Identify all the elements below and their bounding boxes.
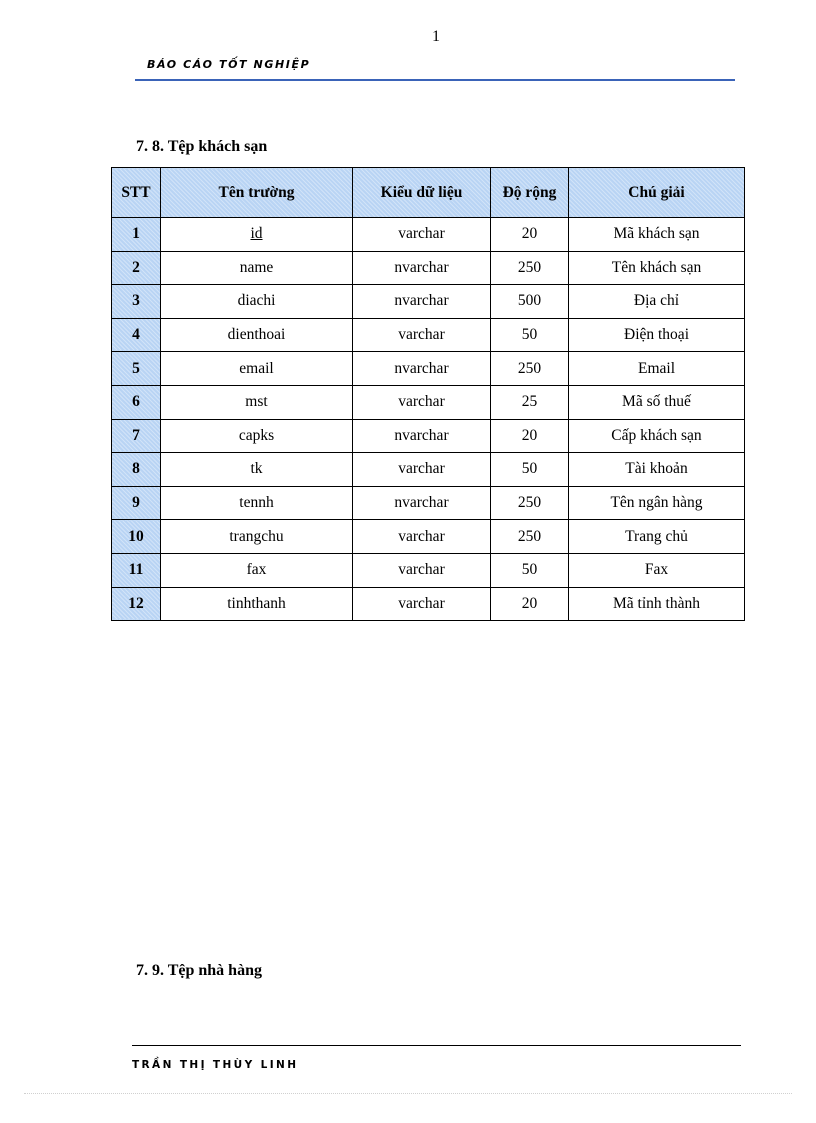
header-width: Độ rộng xyxy=(491,168,569,218)
cell-description: Mã khách sạn xyxy=(569,218,745,252)
cell-description: Tài khoản xyxy=(569,453,745,487)
header-stt: STT xyxy=(112,168,161,218)
cell-data-type: varchar xyxy=(353,453,491,487)
cell-description: Tên ngân hàng xyxy=(569,486,745,520)
footer-author: TRẦN THỊ THÙY LINH xyxy=(132,1059,299,1071)
cell-description: Điện thoại xyxy=(569,318,745,352)
cell-data-type: nvarchar xyxy=(353,352,491,386)
cell-stt: 4 xyxy=(112,318,161,352)
table-row xyxy=(112,419,745,453)
cell-width: 50 xyxy=(491,318,569,352)
header-rule xyxy=(135,79,735,81)
header-title: BÁO CÁO TỐT NGHIỆP xyxy=(147,58,311,71)
cell-description: Mã tỉnh thành xyxy=(569,587,745,621)
header-field-name: Tên trường xyxy=(161,168,353,218)
cell-field-name: mst xyxy=(161,385,353,419)
cell-field-name: email xyxy=(161,352,353,386)
cell-field-name: trangchu xyxy=(161,520,353,554)
cell-width: 50 xyxy=(491,553,569,587)
cell-data-type: varchar xyxy=(353,520,491,554)
table-row xyxy=(112,318,745,352)
cell-width: 20 xyxy=(491,419,569,453)
footer-rule xyxy=(132,1045,741,1046)
cell-stt: 2 xyxy=(112,251,161,285)
cell-data-type: varchar xyxy=(353,385,491,419)
table-row xyxy=(112,251,745,285)
cell-width: 25 xyxy=(491,385,569,419)
table-row xyxy=(112,486,745,520)
cell-data-type: nvarchar xyxy=(353,419,491,453)
cell-width: 250 xyxy=(491,486,569,520)
table-row xyxy=(112,385,745,419)
table-row xyxy=(112,218,745,252)
cell-data-type: varchar xyxy=(353,587,491,621)
cell-field-name: diachi xyxy=(161,285,353,319)
cell-data-type: varchar xyxy=(353,218,491,252)
section-title-hotel: 7. 8. Tệp khách sạn xyxy=(136,138,268,155)
table-row xyxy=(112,553,745,587)
cell-stt: 8 xyxy=(112,453,161,487)
cell-data-type: varchar xyxy=(353,318,491,352)
cell-stt: 12 xyxy=(112,587,161,621)
cell-stt: 5 xyxy=(112,352,161,386)
cell-stt: 11 xyxy=(112,553,161,587)
cell-field-name: tinhthanh xyxy=(161,587,353,621)
cell-field-name: capks xyxy=(161,419,353,453)
cell-width: 250 xyxy=(491,520,569,554)
cell-stt: 9 xyxy=(112,486,161,520)
cell-width: 20 xyxy=(491,218,569,252)
cell-field-name: tennh xyxy=(161,486,353,520)
cell-description: Trang chủ xyxy=(569,520,745,554)
cell-description: Cấp khách sạn xyxy=(569,419,745,453)
page-number: 1 xyxy=(432,28,440,45)
table-row xyxy=(112,453,745,487)
table-row xyxy=(112,352,745,386)
cell-field-name: fax xyxy=(161,553,353,587)
cell-description: Mã số thuế xyxy=(569,385,745,419)
cell-data-type: varchar xyxy=(353,553,491,587)
cell-data-type: nvarchar xyxy=(353,486,491,520)
cell-description: Fax xyxy=(569,553,745,587)
cell-data-type: nvarchar xyxy=(353,251,491,285)
cell-field-name xyxy=(161,218,353,252)
cell-description: Địa chỉ xyxy=(569,285,745,319)
cell-description: Tên khách sạn xyxy=(569,251,745,285)
primary-key-field: id xyxy=(250,225,263,243)
table-header-row xyxy=(112,168,745,218)
cell-stt: 3 xyxy=(112,285,161,319)
cell-stt: 10 xyxy=(112,520,161,554)
cell-width: 250 xyxy=(491,251,569,285)
table-row xyxy=(112,587,745,621)
header-data-type: Kiểu dữ liệu xyxy=(353,168,491,218)
cell-stt: 6 xyxy=(112,385,161,419)
cell-stt: 7 xyxy=(112,419,161,453)
page-bottom-divider xyxy=(24,1093,792,1094)
cell-stt: 1 xyxy=(112,218,161,252)
cell-description: Email xyxy=(569,352,745,386)
cell-width: 500 xyxy=(491,285,569,319)
cell-field-name: dienthoai xyxy=(161,318,353,352)
header-description: Chú giải xyxy=(569,168,745,218)
cell-width: 250 xyxy=(491,352,569,386)
cell-data-type: nvarchar xyxy=(353,285,491,319)
section-title-restaurant: 7. 9. Tệp nhà hàng xyxy=(136,962,262,979)
cell-field-name: tk xyxy=(161,453,353,487)
table-row xyxy=(112,285,745,319)
hotel-fields-table xyxy=(111,167,745,621)
cell-field-name: name xyxy=(161,251,353,285)
cell-width: 20 xyxy=(491,587,569,621)
cell-width: 50 xyxy=(491,453,569,487)
table-row xyxy=(112,520,745,554)
